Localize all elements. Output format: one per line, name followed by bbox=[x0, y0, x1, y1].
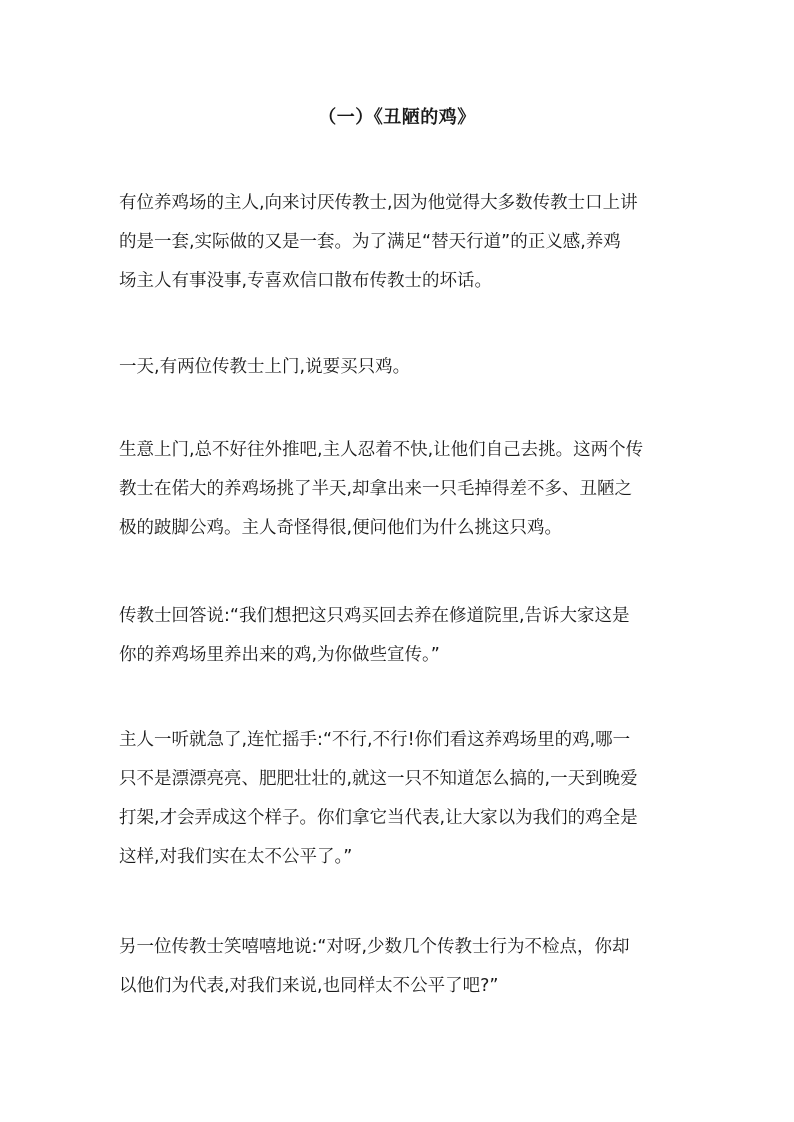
paragraph-line: 另一位传教士笑嘻嘻地说:“对呀,少数几个传教士行为不检点，你却 bbox=[119, 937, 630, 957]
paragraph-line: 场主人有事没事,专喜欢信口散布传教士的坏话。 bbox=[119, 271, 493, 291]
paragraph-line: 有位养鸡场的主人,向来讨厌传教士,因为他觉得大多数传教士口上讲 bbox=[119, 193, 638, 213]
paragraph-3 bbox=[119, 431, 679, 548]
paragraph-2 bbox=[119, 348, 679, 387]
paragraph-line: 打架,才会弄成这个样子。你们拿它当代表,让大家以为我们的鸡全是 bbox=[119, 808, 638, 828]
paragraph-line: 只不是漂漂亮亮、肥肥壮壮的,就这一只不知道怎么搞的,一天到晚爱 bbox=[119, 769, 638, 789]
paragraph-line: 以他们为代表,对我们来说,也同样太不公平了吧?” bbox=[119, 976, 499, 996]
paragraph-line: 的是一套,实际做的又是一套。为了满足“替天行道”的正义感,养鸡 bbox=[119, 232, 621, 252]
document-title: （一）《丑陋的鸡》 bbox=[318, 107, 476, 128]
paragraph-line: 极的跛脚公鸡。主人奇怪得很,便问他们为什么挑这只鸡。 bbox=[119, 518, 563, 538]
paragraph-1 bbox=[119, 184, 679, 301]
paragraph-line: 这样,对我们实在太不公平了。” bbox=[119, 847, 353, 867]
paragraph-4 bbox=[119, 597, 679, 675]
paragraph-5 bbox=[119, 721, 679, 877]
paragraph-line: 教士在偌大的养鸡场挑了半天,却拿出来一只毛掉得差不多、丑陋之 bbox=[119, 479, 633, 499]
paragraph-line: 生意上门,总不好往外推吧,主人忍着不快,让他们自己去挑。这两个传 bbox=[119, 440, 644, 460]
paragraph-line: 一天,有两位传教士上门,说要买只鸡。 bbox=[119, 357, 411, 377]
paragraph-line: 传教士回答说:“我们想把这只鸡买回去养在修道院里,告诉大家这是 bbox=[119, 606, 630, 626]
paragraph-line: 主人一听就急了,连忙摇手:“不行,不行!你们看这养鸡场里的鸡,哪一 bbox=[119, 730, 631, 750]
paragraph-line: 你的养鸡场里养出来的鸡,为你做些宣传。” bbox=[119, 645, 440, 665]
paragraph-6 bbox=[119, 928, 679, 1006]
